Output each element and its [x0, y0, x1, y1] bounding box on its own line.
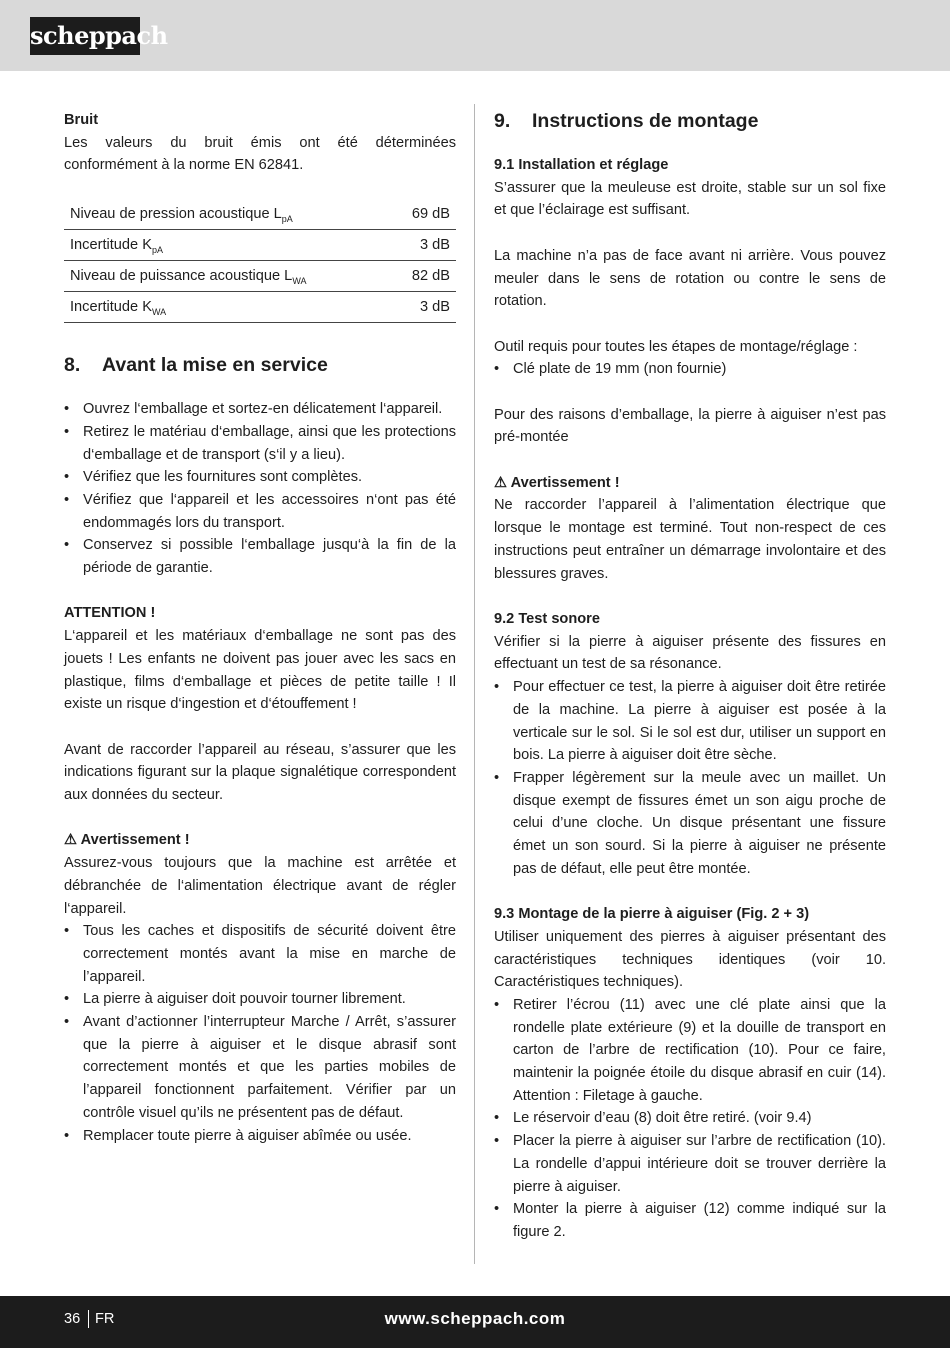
- left-column: [64, 109, 456, 1147]
- section-8-heading: 8. Avant la mise en service: [64, 354, 328, 377]
- noise-label: Incertitude $K_{pA}$: [64, 230, 390, 261]
- warning-text: Assurez-vous toujours que la machine est arrêtée et débranchée de l‘alimentation électrique avant de régler l‘appareil.: [64, 855, 456, 917]
- section-9-heading: 9. Instructions de montage: [494, 110, 759, 132]
- list-item: • Monter la pierre à aiguiser (12) comme indiqué sur la figure 2.: [494, 1198, 886, 1243]
- list-item: • Remplacer toute pierre à aiguiser abîmée ou usée.: [64, 1125, 456, 1148]
- s93-text: Utiliser uniquement des pierres à aiguiser présentant des caractéristiques techniques identiques (voir 10. Caractéristiques techniques).: [494, 928, 886, 991]
- header-bar: [0, 0, 950, 71]
- warning-text: Ne raccorder l’appareil à l’alimentation électrique que lorsque le montage est terminé. Tout non-respect de ces instructions peut entraîner un démarrage involontaire et des blessures graves.: [494, 497, 886, 582]
- list-item: • Conservez si possible l‘emballage jusqu‘à la fin de la période de garantie.: [64, 534, 456, 579]
- noise-table: [64, 199, 456, 323]
- noise-value: 3 dB: [390, 292, 456, 323]
- table-row: [64, 199, 456, 230]
- language-code: FR: [95, 1311, 115, 1327]
- list-item: • Frapper légèrement sur la meule avec un maillet. Un disque exempt de fissures émet un son aigu proche de celui d’une cloche. Un disque présentant une fissure émet un son sourd. Si la pierre à aiguiser ne présente pas de défaut, elle peut être montée.: [494, 767, 886, 881]
- column-divider: [474, 104, 475, 1264]
- s92-title: 9.2 Test sonore: [494, 610, 600, 627]
- table-row: [64, 261, 456, 292]
- noise-label: Incertitude $K_{WA}$: [64, 292, 390, 323]
- footer-bar: [0, 1296, 950, 1348]
- s91-text-2: La machine n’a pas de face avant ni arrière. Vous pouvez meuler dans le sens de rotation ou contre le sens de rotation.: [494, 247, 886, 310]
- list-item: • La pierre à aiguiser doit pouvoir tourner librement.: [64, 988, 456, 1011]
- bruit-title: Bruit: [64, 112, 99, 128]
- s91-text-1: S’assurer que la meuleuse est droite, stable sur un sol fixe et que l’éclairage est suffisant.: [494, 179, 886, 219]
- bruit-text: Les valeurs du bruit émis ont été déterminées conformément à la norme EN 62841.: [64, 134, 456, 174]
- scheppach-logo: scheppach: [30, 17, 140, 55]
- s93-title: 9.3 Montage de la pierre à aiguiser (Fig. 2 + 3): [494, 906, 810, 923]
- noise-label: Niveau de puissance acoustique $L_{WA}$: [64, 261, 390, 292]
- page-number: 36: [64, 1311, 81, 1327]
- list-item: • Pour effectuer ce test, la pierre à aiguiser doit être retirée de la machine. La pierre à aiguiser est posée à la verticale sur le sol. Si le sol est dur, utiliser un support en bois. La pierre à aiguiser doit être sèche.: [494, 676, 886, 767]
- section-8-list: [64, 398, 456, 580]
- s91-list: [494, 358, 886, 381]
- right-column: [494, 109, 886, 1244]
- s91-text-3: Outil requis pour toutes les étapes de montage/réglage :: [494, 338, 858, 355]
- s91-text-4: Pour des raisons d’emballage, la pierre à aiguiser n’est pas pré-montée: [494, 406, 886, 446]
- noise-label: Niveau de pression acoustique $L_{pA}$: [64, 199, 390, 230]
- list-item: • Retirer l’écrou (11) avec une clé plate ainsi que la rondelle plate extérieure (9) et la douille de transport en carton de l’arbre de rectification (10). Pour ce faire, maintenir la poignée étoile du disque abrasif en cuir (14). Attention : Filetage à gauche.: [494, 994, 886, 1108]
- s93-list: [494, 994, 886, 1244]
- warning-title: ⚠ Avertissement !: [64, 832, 190, 849]
- warning-title: ⚠ Avertissement !: [494, 474, 620, 491]
- s92-list: [494, 676, 886, 880]
- list-item: • Vérifiez que les fournitures sont complètes.: [64, 466, 456, 489]
- list-item: • Clé plate de 19 mm (non fournie): [494, 358, 886, 381]
- list-item: • Le réservoir d’eau (8) doit être retiré. (voir 9.4): [494, 1107, 886, 1130]
- table-row: [64, 292, 456, 323]
- list-item: • Placer la pierre à aiguiser sur l’arbre de rectification (10). La rondelle d’appui intérieure doit se trouver derrière la pierre à aiguiser.: [494, 1130, 886, 1198]
- list-item: • Tous les caches et dispositifs de sécurité doivent être correctement montés avant la mise en marche de l’appareil.: [64, 920, 456, 988]
- warning-list: [64, 920, 456, 1147]
- attention-text: L‘appareil et les matériaux d‘emballage ne sont pas des jouets ! Les enfants ne doivent pas jouer avec les sacs en plastique, films d‘emballage et pièces de petite taille ! Il existe un risque d‘ingestion et d‘étouffement !: [64, 628, 456, 713]
- list-item: • Avant d’actionner l’interrupteur Marche / Arrêt, s’assurer que la pierre à aiguiser et le disque abrasif sont correctement montés et que les parties mobiles de l’appareil fonctionnent parfaitement. Vérifier par un contrôle visuel qu’ils ne présentent pas de défaut.: [64, 1011, 456, 1125]
- website-link[interactable]: www.scheppach.com: [384, 1309, 566, 1328]
- noise-value: 82 dB: [390, 261, 456, 292]
- list-item: • Ouvrez l‘emballage et sortez-en délicatement l‘appareil.: [64, 398, 456, 421]
- table-row: [64, 230, 456, 261]
- s92-text: Vérifier si la pierre à aiguiser présente des fissures en effectuant un test de sa résonance.: [494, 633, 886, 673]
- attention-title: ATTENTION !: [64, 605, 156, 622]
- s91-title: 9.1 Installation et réglage: [494, 157, 669, 173]
- network-text: Avant de raccorder l’appareil au réseau, s’assurer que les indications figurant sur la plaque signalétique correspondent aux données du secteur.: [64, 741, 456, 804]
- noise-value: 69 dB: [390, 199, 456, 230]
- list-item: • Vérifiez que l‘appareil et les accessoires n‘ont pas été endommagés lors du transport.: [64, 489, 456, 534]
- list-item: • Retirez le matériau d‘emballage, ainsi que les protections d‘emballage et de transport (s‘il y a lieu).: [64, 421, 456, 466]
- noise-value: 3 dB: [390, 230, 456, 261]
